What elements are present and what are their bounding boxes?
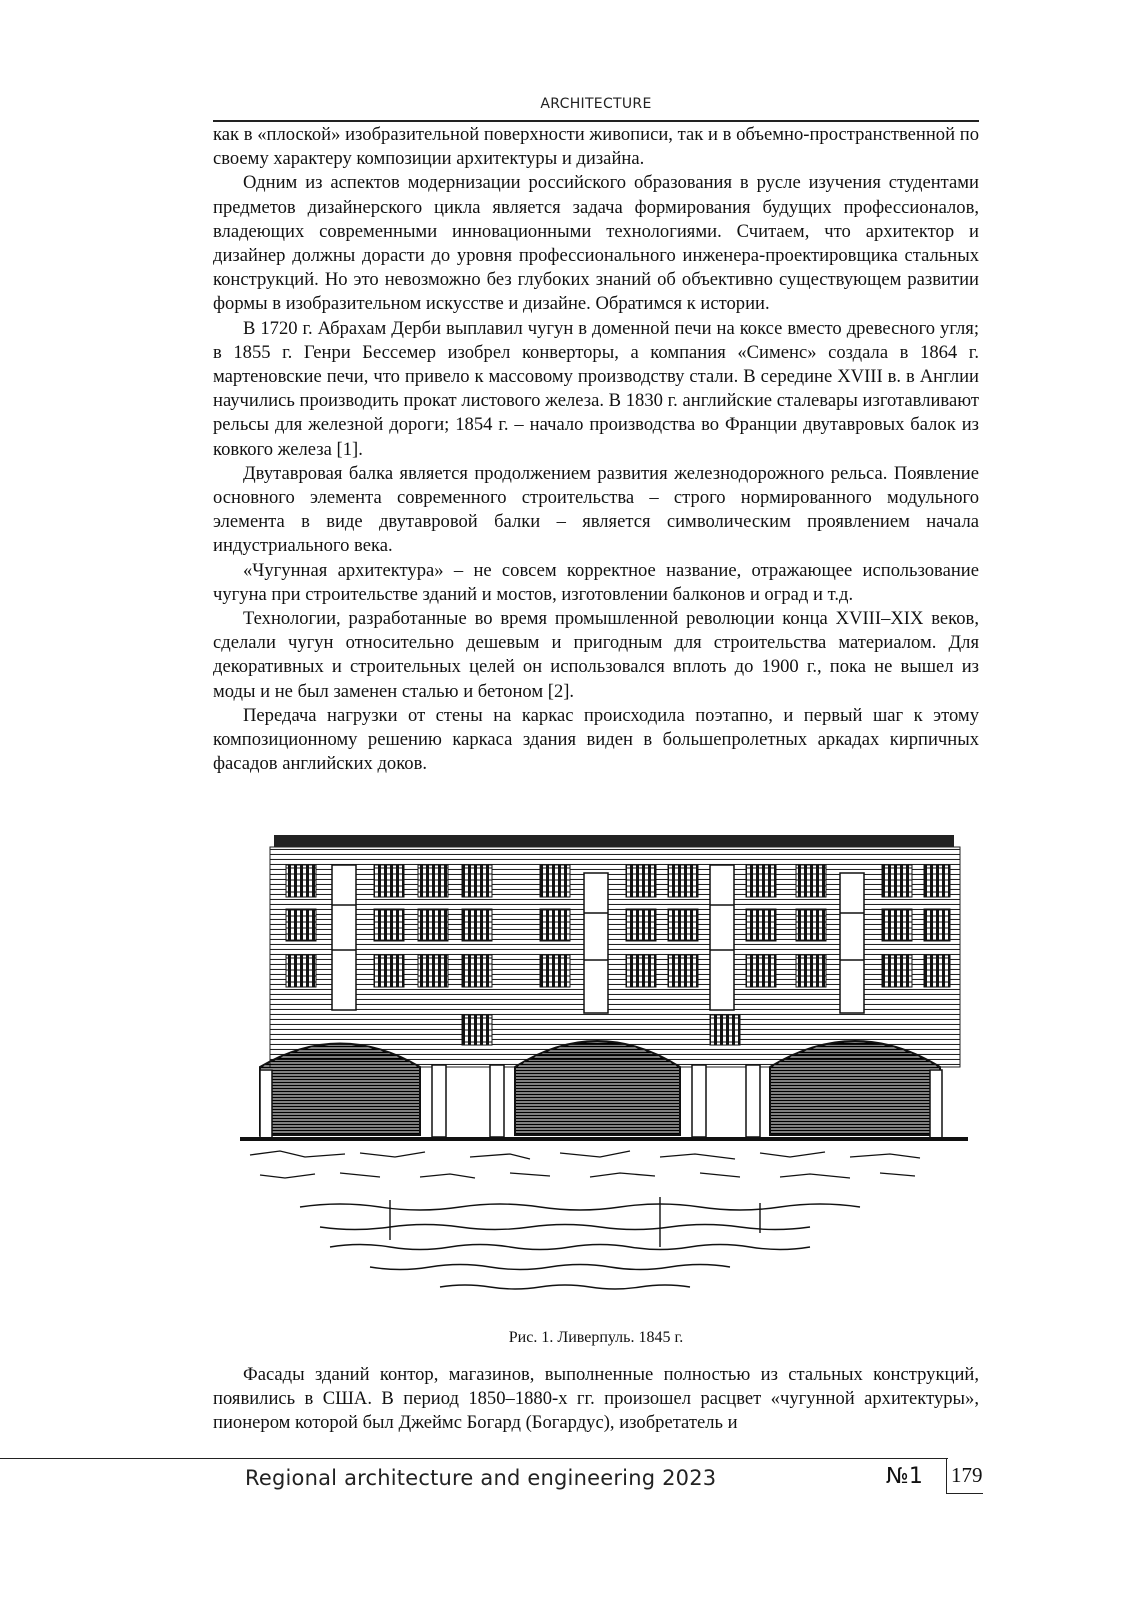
- figure-caption: Рис. 1. Ливерпуль. 1845 г.: [508, 1329, 684, 1346]
- running-header: ARCHITECTURE: [540, 96, 652, 112]
- paragraph: Технологии, разработанные во время промышленной революции конца XVIII–XIX веков, сделали чугун относительно дешевым и пригодным для строительства материалом. Для декоративных и строительных целей он использовался вплоть до 1900 г., пока не вышел из моды и не был заменен сталью и бетоном [2].: [213, 608, 979, 702]
- header-divider: [213, 120, 979, 122]
- journal-title: Regional architecture and engineering 2023: [245, 1466, 717, 1490]
- figure-liverpool-docks-drawing: [240, 835, 968, 1305]
- page-number: 179: [951, 1463, 983, 1487]
- paragraph: Фасады зданий контор, магазинов, выполненные полностью из стальных конструкций, появились в США. В период 1850–1880-х гг. произошел расцвет «чугунной архитектуры», пионером которой был Джеймс Богард (Богардус), изобретатель и: [213, 1364, 979, 1434]
- paragraph: Двутавровая балка является продолжением развития железнодорожного рельса. Появление основного элемента современного строительства – строго нормированного модульного элемента в виде двутавровой балки – является символическим проявлением начала индустриального века.: [213, 462, 979, 557]
- issue-number: №1: [886, 1464, 923, 1489]
- body-text-continued: [213, 1363, 979, 1436]
- body-text: [213, 123, 979, 776]
- water-reflection: [300, 1197, 860, 1289]
- quay-stones: [250, 1151, 920, 1178]
- paragraph: как в «плоской» изобразительной поверхности живописи, так и в объемно-пространственной по своему характеру композиции архитектуры и дизайна.: [213, 124, 979, 170]
- building-sketch: [240, 835, 968, 1305]
- cornice: [274, 835, 954, 847]
- paragraph: «Чугунная архитектура» – не совсем корректное название, отражающее использование чугуна при строительстве зданий и мостов, изготовлении балконов и оград и т.д.: [213, 559, 979, 605]
- footer-divider: [0, 1458, 948, 1459]
- paragraph: В 1720 г. Абрахам Дерби выплавил чугун в доменной печи на коксе вместо древесного угля; в 1855 г. Генри Бессемер изобрел конверторы, а компания «Сименс» создала в 1864 г. мартеновские печи, что привело к массовому производству стали. В середине XVIII в. в Англии научились производить прокат листового железа. В 1830 г. английские сталевары изготавливают рельсы для железной дороги; 1854 г. – начало производства во Франции двутавровых балок из ковкого железа [1].: [213, 317, 979, 460]
- paragraph: Одним из аспектов модернизации российского образования в русле изучения студентами предметов дизайнерского цикла является задача формирования будущих профессионалов, владеющих современными инновационными технологиями. Считаем, что архитектор и дизайнер должны дорасти до уровня профессионального инженера-проектировщика стальных конструкций. Но это невозможно без глубоких знаний об объективно существующем развитии формы в изобразительном искусстве и дизайне. Обратимся к истории.: [213, 172, 979, 315]
- arcade: [260, 1041, 942, 1138]
- paragraph: Передача нагрузки от стены на каркас происходила поэтапно, и первый шаг к этому композиционному решению каркаса здания виден в большепролетных аркадах кирпичных фасадов английских доков.: [213, 704, 979, 775]
- quay-edge: [240, 1137, 968, 1141]
